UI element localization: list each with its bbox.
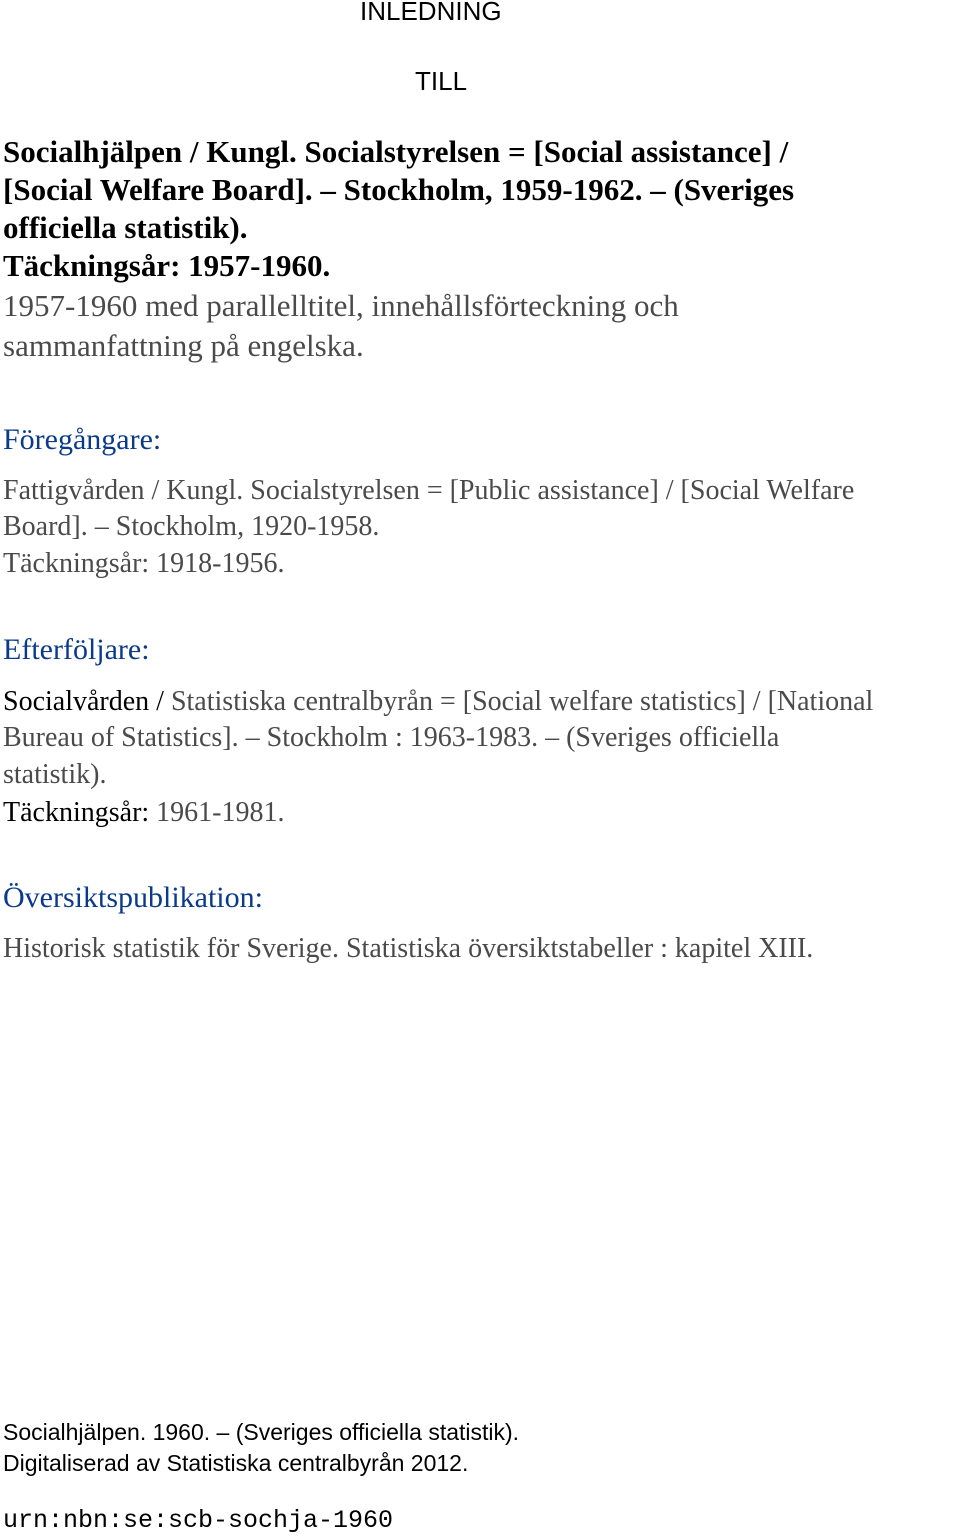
coverage-label: Täckningsår: bbox=[3, 797, 150, 828]
successor-coverage bbox=[3, 794, 285, 832]
predecessor-line: Board]. – Stockholm, 1920-1958. bbox=[3, 511, 380, 542]
main-entry-line: officiella statistik). bbox=[3, 210, 248, 245]
footer-digitized: Digitaliserad av Statistiska centralbyrån 2012. bbox=[3, 1450, 469, 1476]
page-subtitle: TILL bbox=[415, 66, 468, 96]
main-entry-note: 1957-1960 med parallelltitel, innehållsförteckning och bbox=[3, 288, 679, 323]
successor-line: statistik). bbox=[3, 759, 107, 790]
urn-identifier: urn:nbn:se:scb-sochja-1960 bbox=[3, 1506, 394, 1535]
predecessor-heading: Föregångare: bbox=[3, 423, 162, 456]
overview-line: Historisk statistik för Sverige. Statistiska översiktstabeller : kapitel XIII. bbox=[3, 933, 814, 964]
successor-line: Bureau of Statistics]. – Stockholm : 1963-1983. – (Sveriges officiella bbox=[3, 722, 780, 753]
successor-publisher: Statistiska centralbyrån = [Social welfare statistics] / [National bbox=[170, 686, 874, 717]
main-entry-note: sammanfattning på engelska. bbox=[3, 328, 364, 363]
predecessor-line: Fattigvården / Kungl. Socialstyrelsen = [Public assistance] / [Social Welfare bbox=[3, 475, 855, 506]
predecessor-coverage: Täckningsår: 1918-1956. bbox=[3, 548, 285, 579]
coverage-value: 1961-1981. bbox=[156, 797, 285, 828]
coverage-years: Täckningsår: 1957-1960. bbox=[3, 248, 331, 283]
footer-citation: Socialhjälpen. 1960. – (Sveriges officiella statistik). bbox=[3, 1419, 520, 1445]
successor-title: Socialvården / bbox=[3, 686, 164, 717]
overview-heading: Översiktspublikation: bbox=[3, 881, 263, 914]
main-entry-line: [Social Welfare Board]. – Stockholm, 1959-1962. – (Sveriges bbox=[3, 172, 795, 207]
page-title: INLEDNING bbox=[360, 0, 502, 26]
successor-line bbox=[3, 683, 873, 721]
main-entry-line: Socialhjälpen / Kungl. Socialstyrelsen = [Social assistance] / bbox=[3, 134, 789, 169]
successor-heading: Efterföljare: bbox=[3, 633, 150, 666]
